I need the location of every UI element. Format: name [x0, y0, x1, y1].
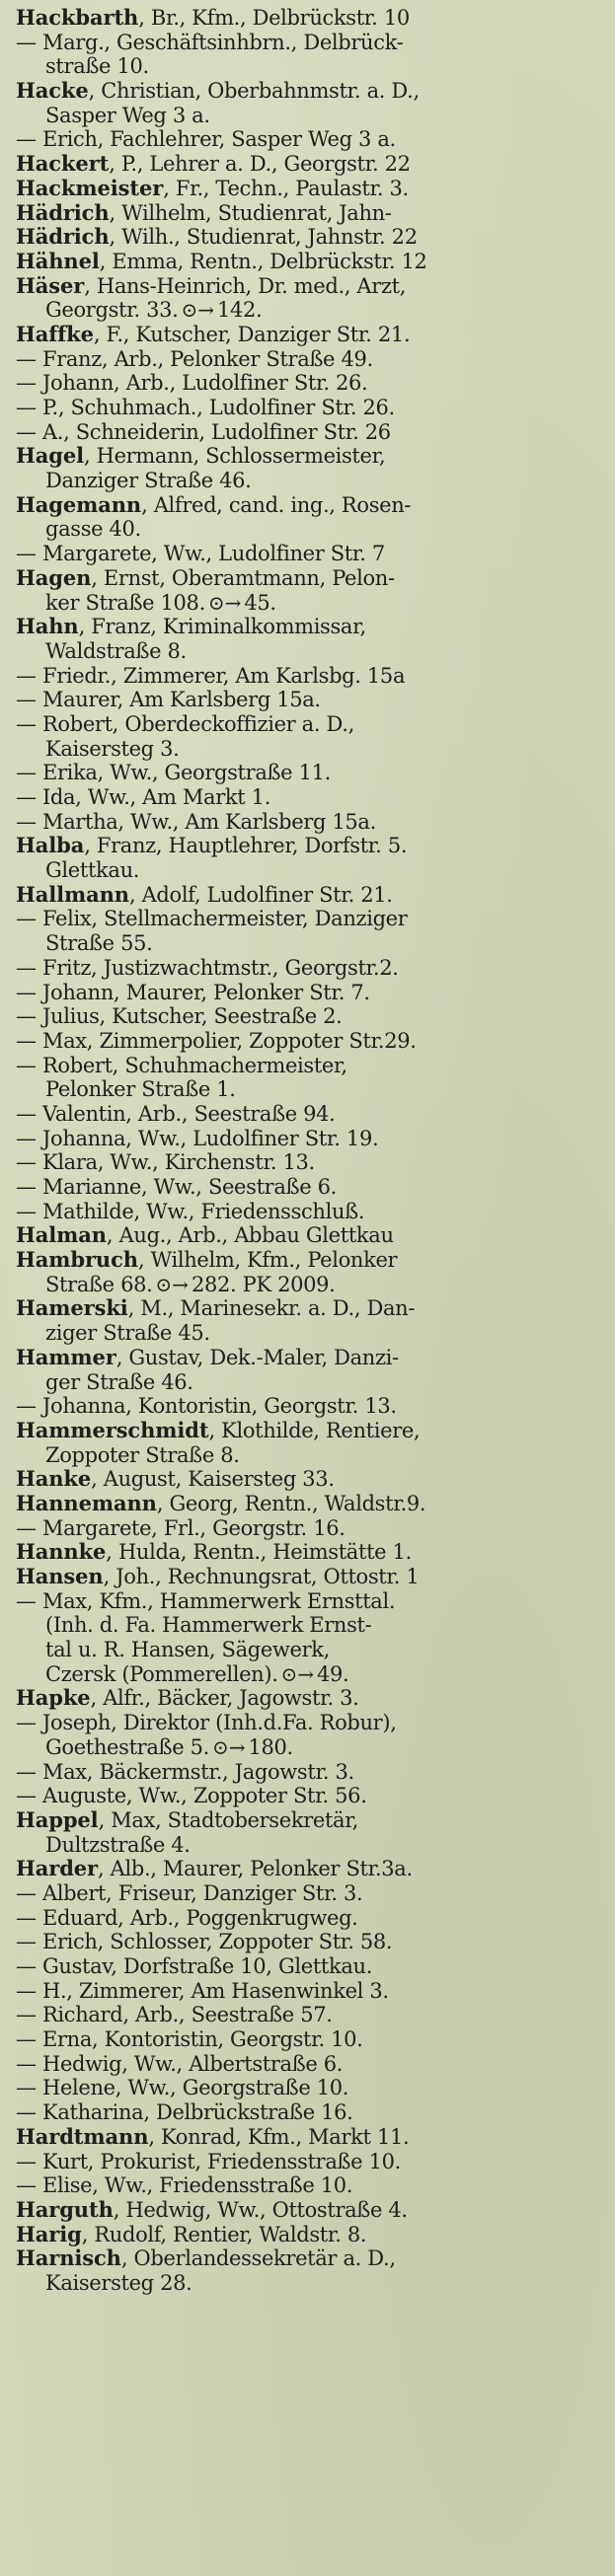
- directory-entry-line: [16, 2100, 601, 2125]
- entry-text: , Max, Stadtobersekretär,: [98, 1807, 358, 1832]
- directory-entry-line: [16, 883, 601, 908]
- directory-entry-line: [16, 177, 601, 201]
- directory-entry-line: [16, 1881, 601, 1906]
- phone-number: 142.: [217, 298, 263, 323]
- entry-text: Straße 68.: [45, 1272, 153, 1296]
- phone-number: 180.: [248, 1734, 293, 1759]
- entry-surname: Hammer: [16, 1345, 116, 1369]
- entry-surname: Hannke: [16, 1540, 107, 1565]
- entry-text: , Rudolf, Rentier, Waldstr. 8.: [81, 2222, 367, 2246]
- entry-text: — Erich, Fachlehrer, Sasper Weg 3 a.: [16, 127, 396, 152]
- entry-text: , Wilhelm, Studienrat, Jahn-: [109, 200, 392, 225]
- directory-entry-line: [16, 1370, 601, 1395]
- telephone-icon: ⊙→: [155, 1272, 189, 1296]
- entry-surname: Hallmann: [16, 882, 129, 907]
- directory-entry-line: [16, 615, 601, 639]
- entry-text: , Hulda, Rentn., Heimstätte 1.: [106, 1540, 412, 1565]
- entry-surname: Hagen: [16, 565, 92, 590]
- entry-surname: Hahn: [16, 615, 79, 639]
- entry-text: — Maurer, Am Karlsberg 15a.: [16, 688, 321, 712]
- directory-entry-line: [16, 737, 601, 762]
- entry-text: — Marg., Geschäftsinhbrn., Delbrück-: [16, 30, 404, 54]
- entry-surname: Happel: [16, 1807, 99, 1832]
- directory-entry-line: [16, 1565, 601, 1589]
- directory-entry-line: [16, 1711, 601, 1735]
- entry-surname: Häser: [16, 273, 85, 298]
- entry-text: — Julius, Kutscher, Seestraße 2.: [16, 1004, 343, 1029]
- entry-text: — Robert, Oberdeckoffizier a. D.,: [16, 711, 354, 736]
- directory-entry-line: [16, 664, 601, 689]
- directory-entry-line: [16, 1273, 601, 1297]
- entry-surname: Hackert: [16, 152, 110, 177]
- entry-text: ker Straße 108.: [45, 590, 205, 615]
- entry-surname: Hackbarth: [16, 6, 139, 30]
- directory-entry-line: [16, 639, 601, 664]
- entry-text: — A., Schneiderin, Ludolfiner Str. 26: [16, 419, 391, 444]
- entry-text: — Klara, Ww., Kirchenstr. 13.: [16, 1150, 315, 1175]
- entry-surname: Halba: [16, 834, 85, 858]
- entry-text: Kaisersteg 3.: [45, 736, 180, 761]
- entry-text: , Oberlandessekretär a. D.,: [120, 2246, 396, 2271]
- entry-text: — Katharina, Delbrückstraße 16.: [16, 2100, 353, 2125]
- entry-text: Kaisersteg 28.: [45, 2270, 192, 2295]
- entry-text: — H., Zimmerer, Am Hasenwinkel 3.: [16, 1978, 389, 2003]
- directory-entry-line: [16, 1296, 601, 1321]
- entry-text: , Franz, Hauptlehrer, Dorfstr. 5.: [84, 834, 408, 858]
- directory-entry-line: [16, 542, 601, 566]
- directory-entry-line: [16, 1029, 601, 1054]
- entry-text: Georgstr. 33.: [45, 298, 179, 323]
- entry-text: — Erika, Ww., Georgstraße 11.: [16, 761, 331, 785]
- directory-entry-line: [16, 1443, 601, 1468]
- phone-number: 282. PK 2009.: [191, 1272, 336, 1296]
- directory-entry-line: [16, 785, 601, 810]
- directory-entry-line: [16, 152, 601, 177]
- entry-surname: Hammerschmidt: [16, 1418, 209, 1442]
- directory-entry-line: [16, 981, 601, 1005]
- entry-text: — Max, Kfm., Hammerwerk Ernsttal.: [16, 1588, 396, 1613]
- directory-entry-line: [16, 1127, 601, 1151]
- entry-text: , P., Lehrer a. D., Georgstr. 22: [109, 152, 411, 177]
- telephone-icon: ⊙→: [280, 1661, 315, 1686]
- directory-entry-line: [16, 931, 601, 956]
- directory-entry-line: [16, 761, 601, 785]
- entry-text: straße 10.: [45, 54, 149, 79]
- directory-entry-line: [16, 566, 601, 591]
- phone-number: 45.: [244, 590, 276, 615]
- directory-entry-line: [16, 298, 601, 323]
- directory-entry-line: [16, 858, 601, 883]
- entry-text: — Max, Zimmerpolier, Zoppoter Str.29.: [16, 1028, 417, 1053]
- phone-number: 49.: [317, 1661, 349, 1686]
- entry-surname: Harder: [16, 1857, 99, 1881]
- entry-text: — Friedr., Zimmerer, Am Karlsbg. 15a: [16, 663, 406, 688]
- entry-text: , Ernst, Oberamtmann, Pelon-: [91, 565, 395, 590]
- entry-text: — Valentin, Arb., Seestraße 94.: [16, 1101, 336, 1126]
- entry-surname: Hähnel: [16, 249, 100, 273]
- directory-entry-line: [16, 1004, 601, 1029]
- entry-surname: Hardtmann: [16, 2124, 149, 2149]
- entry-text: — Franz, Arb., Pelonker Straße 49.: [16, 346, 373, 371]
- directory-entry-line: [16, 225, 601, 250]
- directory-entry-line: [16, 2052, 601, 2077]
- entry-text: , Hans-Heinrich, Dr. med., Arzt,: [84, 273, 407, 298]
- directory-entry-line: [16, 2198, 601, 2223]
- entry-text: — Hedwig, Ww., Albertstraße 6.: [16, 2051, 344, 2076]
- entry-surname: Hädrich: [16, 200, 110, 225]
- entry-text: Glettkau.: [45, 858, 140, 883]
- directory-entry-line: [16, 2246, 601, 2271]
- directory-entry-line: [16, 1638, 601, 1662]
- entry-text: , Wilhelm, Kfm., Pelonker: [137, 1248, 398, 1273]
- entry-surname: Hanke: [16, 1467, 92, 1492]
- directory-entry-line: [16, 1954, 601, 1979]
- directory-entry-line: [16, 1784, 601, 1808]
- entry-text: Sasper Weg 3 a.: [45, 103, 210, 127]
- directory-entry-line: [16, 1492, 601, 1516]
- entry-surname: Hacke: [16, 79, 89, 104]
- directory-entry-line: [16, 2150, 601, 2174]
- entry-text: gasse 40.: [45, 517, 141, 542]
- directory-entry-line: [16, 1857, 601, 1881]
- entry-text: — Eduard, Arb., Poggenkrugweg.: [16, 1905, 358, 1930]
- entry-text: — Mathilde, Ww., Friedensschluß.: [16, 1199, 365, 1223]
- directory-entry-line: [16, 347, 601, 372]
- directory-entry-line: [16, 1467, 601, 1492]
- entry-text: — Elise, Ww., Friedensstraße 10.: [16, 2173, 353, 2198]
- entry-text: — Joseph, Direktor (Inh.d.Fa. Robur),: [16, 1711, 397, 1735]
- directory-entry-line: [16, 1613, 601, 1638]
- directory-entry-line: [16, 371, 601, 396]
- entry-text: — P., Schuhmach., Ludolfiner Str. 26.: [16, 396, 395, 419]
- entry-text: , Gustav, Dek.-Maler, Danzi-: [115, 1345, 399, 1369]
- telephone-icon: ⊙→: [211, 1734, 246, 1759]
- entry-text: — Martha, Ww., Am Karlsberg 15a.: [16, 809, 376, 834]
- entry-text: — Robert, Schuhmachermeister,: [16, 1053, 347, 1077]
- entry-text: — Albert, Friseur, Danziger Str. 3.: [16, 1880, 363, 1905]
- entry-text: — Auguste, Ww., Zoppoter Str. 56.: [16, 1784, 367, 1808]
- directory-entry-line: [16, 104, 601, 128]
- telephone-icon: ⊙→: [181, 298, 214, 323]
- directory-entry-line: [16, 2271, 601, 2296]
- entry-text: , Konrad, Kfm., Markt 11.: [148, 2124, 410, 2149]
- directory-entry-line: [16, 250, 601, 274]
- entry-text: — Erna, Kontoristin, Georgstr. 10.: [16, 2027, 363, 2052]
- entry-text: — Johann, Arb., Ludolfiner Str. 26.: [16, 371, 368, 396]
- directory-entry-line: [16, 1686, 601, 1711]
- entry-text: , August, Kaisersteg 33.: [91, 1467, 335, 1492]
- directory-entry-line: [16, 834, 601, 858]
- entry-text: ger Straße 46.: [45, 1369, 193, 1394]
- entry-surname: Hädrich: [16, 225, 110, 250]
- directory-entry-line: [16, 1589, 601, 1614]
- entry-surname: Harnisch: [16, 2246, 121, 2271]
- entry-text: Zoppoter Straße 8.: [45, 1442, 240, 1467]
- directory-entry-line: [16, 396, 601, 420]
- entry-text: , Georg, Rentn., Waldstr.9.: [156, 1491, 426, 1515]
- directory-entry-line: [16, 1200, 601, 1224]
- entry-text: , Emma, Rentn., Delbrückstr. 12: [99, 249, 427, 273]
- entry-text: , Joh., Rechnungsrat, Ottostr. 1: [103, 1565, 420, 1588]
- entry-surname: Hannemann: [16, 1491, 157, 1515]
- directory-entry-line: [16, 1540, 601, 1565]
- entry-surname: Haffke: [16, 322, 94, 346]
- directory-entry-line: [16, 493, 601, 518]
- directory-entry-line: [16, 1662, 601, 1687]
- entry-text: — Margarete, Ww., Ludolfiner Str. 7: [16, 542, 385, 566]
- directory-entry-line: [16, 2125, 601, 2150]
- entry-text: — Johann, Maurer, Pelonker Str. 7.: [16, 980, 370, 1004]
- directory-entry-line: [16, 1760, 601, 1785]
- entry-text: — Felix, Stellmachermeister, Danziger: [16, 907, 408, 931]
- directory-entry-line: [16, 2027, 601, 2052]
- entry-surname: Harguth: [16, 2197, 114, 2222]
- directory-entry-line: [16, 517, 601, 542]
- directory-entry-line: [16, 2003, 601, 2027]
- entry-text: , Klothilde, Rentiere,: [208, 1418, 421, 1442]
- entry-text: , M., Marinesekr. a. D., Dan-: [127, 1296, 416, 1321]
- entry-text: , Fr., Techn., Paulastr. 3.: [163, 176, 409, 200]
- telephone-icon: ⊙→: [207, 590, 242, 615]
- entry-text: tal u. R. Hansen, Sägewerk,: [45, 1638, 330, 1662]
- directory-entry-line: [16, 688, 601, 712]
- entry-surname: Halman: [16, 1223, 107, 1248]
- directory-entry-line: [16, 201, 601, 226]
- entry-text: Waldstraße 8.: [45, 638, 187, 663]
- entry-surname: Hackmeister: [16, 176, 164, 200]
- entry-surname: Hagel: [16, 444, 84, 469]
- entry-text: — Richard, Arb., Seestraße 57.: [16, 2003, 333, 2027]
- entry-text: , Aug., Arb., Abbau Glettkau: [106, 1223, 394, 1248]
- directory-entry-line: [16, 956, 601, 981]
- directory-entry-line: [16, 1516, 601, 1541]
- entry-text: — Kurt, Prokurist, Friedensstraße 10.: [16, 2149, 401, 2173]
- entry-text: Goethestraße 5.: [45, 1734, 209, 1759]
- directory-entry-line: [16, 323, 601, 347]
- directory-entry-line: [16, 1175, 601, 1200]
- entry-text: , Br., Kfm., Delbrückstr. 10: [138, 6, 410, 30]
- directory-entry-line: [16, 54, 601, 79]
- entry-text: , Franz, Kriminalkommissar,: [78, 615, 366, 639]
- entry-text: , Alfred, cand. ing., Rosen-: [141, 492, 412, 517]
- entry-text: — Fritz, Justizwachtmstr., Georgstr.2.: [16, 955, 399, 980]
- entry-text: — Ida, Ww., Am Markt 1.: [16, 785, 271, 809]
- directory-entry-line: [16, 2076, 601, 2100]
- entry-text: Straße 55.: [45, 931, 153, 956]
- entry-text: , Hedwig, Ww., Ottostraße 4.: [113, 2197, 408, 2222]
- directory-entry-line: [16, 1054, 601, 1078]
- directory-entry-line: [16, 591, 601, 616]
- entry-text: — Marianne, Ww., Seestraße 6.: [16, 1175, 337, 1199]
- entry-text: — Johanna, Ww., Ludolfiner Str. 19.: [16, 1126, 379, 1150]
- directory-entry-line: [16, 469, 601, 493]
- directory-entry-line: [16, 1808, 601, 1833]
- directory-entry-line: [16, 1248, 601, 1273]
- directory-entry-line: [16, 420, 601, 445]
- entry-text: , F., Kutscher, Danziger Str. 21.: [93, 322, 411, 346]
- directory-entry-line: [16, 1394, 601, 1419]
- entry-text: , Hermann, Schlossermeister,: [83, 444, 386, 469]
- entry-text: , Alfr., Bäcker, Jagowstr. 3.: [90, 1686, 359, 1711]
- directory-entry-line: [16, 274, 601, 299]
- directory-entry-line: [16, 2223, 601, 2247]
- entry-surname: Hamerski: [16, 1296, 128, 1321]
- entry-text: , Christian, Oberbahnmstr. a. D.,: [88, 79, 420, 104]
- entry-text: — Helene, Ww., Georgstraße 10.: [16, 2076, 349, 2100]
- directory-entry-line: [16, 127, 601, 152]
- directory-entry-line: [16, 1150, 601, 1175]
- directory-entry-line: [16, 6, 601, 31]
- directory-entry-line: [16, 810, 601, 835]
- entry-text: Dultzstraße 4.: [45, 1832, 191, 1857]
- directory-entry-line: [16, 1102, 601, 1127]
- directory-entry-line: [16, 1419, 601, 1443]
- entry-surname: Hambruch: [16, 1248, 138, 1273]
- entry-text: Czersk (Pommerellen).: [45, 1661, 278, 1686]
- directory-entry-line: [16, 79, 601, 104]
- entry-text: , Alb., Maurer, Pelonker Str.3a.: [98, 1857, 413, 1881]
- directory-entry-line: [16, 1346, 601, 1370]
- entry-text: , Adolf, Ludolfiner Str. 21.: [128, 882, 393, 907]
- directory-entry-line: [16, 444, 601, 469]
- directory-entry-line: [16, 1077, 601, 1102]
- entry-surname: Harig: [16, 2222, 82, 2246]
- entry-surname: Hagemann: [16, 492, 142, 517]
- entry-text: , Wilh., Studienrat, Jahnstr. 22: [109, 225, 418, 250]
- entry-text: ziger Straße 45.: [45, 1321, 210, 1346]
- directory-entry-line: [16, 1223, 601, 1248]
- entry-surname: Hansen: [16, 1565, 104, 1588]
- directory-entry-line: [16, 31, 601, 55]
- directory-entry-line: [16, 1979, 601, 2004]
- entry-text: Pelonker Straße 1.: [45, 1077, 236, 1102]
- directory-entry-line: [16, 907, 601, 931]
- directory-entry-line: [16, 712, 601, 737]
- entry-text: — Gustav, Dorfstraße 10, Glettkau.: [16, 1954, 373, 1978]
- entry-text: — Max, Bäckermstr., Jagowstr. 3.: [16, 1759, 354, 1784]
- directory-entry-line: [16, 1735, 601, 1760]
- entry-text: Danziger Straße 46.: [45, 469, 252, 493]
- entry-text: — Margarete, Frl., Georgstr. 16.: [16, 1515, 346, 1540]
- directory-entry-line: [16, 1833, 601, 1858]
- entry-text: — Erich, Schlosser, Zoppoter Str. 58.: [16, 1930, 393, 1954]
- directory-entry-line: [16, 1321, 601, 1346]
- entry-surname: Hapke: [16, 1686, 91, 1711]
- directory-entry-line: [16, 1906, 601, 1931]
- entry-text: (Inh. d. Fa. Hammerwerk Ernst-: [45, 1613, 372, 1638]
- directory-entry-line: [16, 1930, 601, 1954]
- entry-text: — Johanna, Kontoristin, Georgstr. 13.: [16, 1394, 397, 1419]
- directory-entry-line: [16, 2173, 601, 2198]
